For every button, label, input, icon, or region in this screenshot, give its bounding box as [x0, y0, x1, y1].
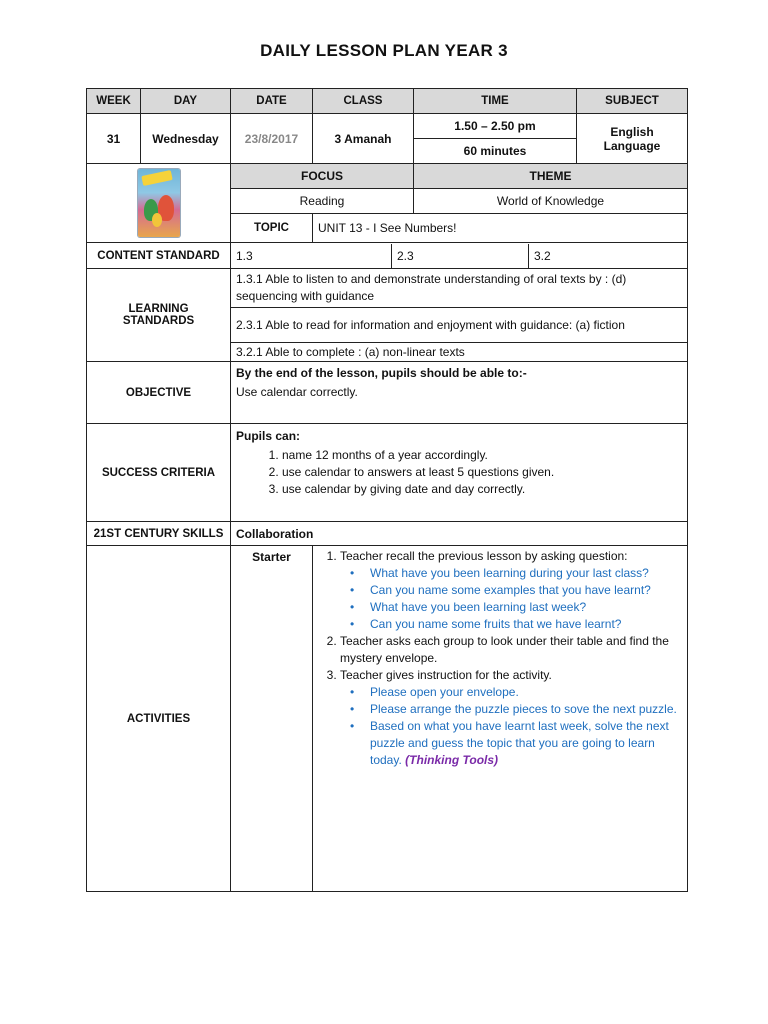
- content-standard-label: CONTENT STANDARD: [87, 243, 231, 269]
- success-intro: Pupils can:: [236, 429, 301, 443]
- time-value: 1.50 – 2.50 pm: [414, 114, 577, 139]
- duration-value: 60 minutes: [414, 139, 577, 164]
- date-value: 23/8/2017: [231, 114, 313, 164]
- activity-step: 1. Teacher recall the previous lesson by asking question: • What have you been learning during your last class? • Can you name some examples that you have learnt? • What have you been learning last week? • Can you name some fruits that we have learnt?: [340, 548, 682, 633]
- objective-text: Use calendar correctly.: [236, 385, 358, 399]
- objective-label: OBJECTIVE: [87, 362, 231, 424]
- success-item: 1. name 12 months of a year accordingly.: [282, 447, 682, 464]
- activity-step: 2. Teacher asks each group to look under their table and find the mystery envelope.: [340, 633, 682, 667]
- focus-value: Reading: [231, 189, 414, 214]
- book-cover-cell: [87, 164, 231, 243]
- learning-standard-1: 1.3.1 Able to listen to and demonstrate understanding of oral texts by : (d) sequencing with guidance: [231, 269, 688, 308]
- skills-label: 21ST CENTURY SKILLS: [87, 522, 231, 546]
- day-value: Wednesday: [141, 114, 231, 164]
- week-value: 31: [87, 114, 141, 164]
- activity-sub-item: • Please arrange the puzzle pieces to sove the next puzzle.: [370, 701, 682, 718]
- class-header: CLASS: [313, 89, 414, 114]
- date-header: DATE: [231, 89, 313, 114]
- info-row: [87, 114, 688, 139]
- subject-value: English Language: [577, 114, 688, 164]
- activity-step: 3. Teacher gives instruction for the activity. • Please open your envelope. • Please arrange the puzzle pieces to sove the next puzzle. • Based on what you have learnt last week, solve the next puzzle and guess the topic that you are going to learn today. (Thinking Tools): [340, 667, 682, 769]
- activity-sub-item: • What have you been learning during your last class?: [370, 565, 682, 582]
- activity-sub-list: [340, 565, 682, 633]
- header-row: [87, 89, 688, 114]
- day-header: DAY: [141, 89, 231, 114]
- activity-sub-item: • Please open your envelope.: [370, 684, 682, 701]
- week-header: WEEK: [87, 89, 141, 114]
- theme-header: THEME: [414, 164, 688, 189]
- class-value: 3 Amanah: [313, 114, 414, 164]
- activity-sub-item: • Can you name some examples that you have learnt?: [370, 582, 682, 599]
- success-item: 3. use calendar by giving date and day correctly.: [282, 481, 682, 498]
- activity-steps: [318, 548, 682, 769]
- activity-sub-item: • Can you name some fruits that we have learnt?: [370, 616, 682, 633]
- stage-label: Starter: [231, 546, 313, 892]
- content-standard-3: 3.2: [534, 248, 551, 263]
- topic-label: TOPIC: [231, 214, 313, 243]
- skills-value: Collaboration: [231, 522, 688, 546]
- success-criteria-label: SUCCESS CRITERIA: [87, 424, 231, 522]
- lesson-plan-table: [86, 88, 688, 892]
- activity-sub-item: • What have you been learning last week?: [370, 599, 682, 616]
- success-item: 2. use calendar to answers at least 5 questions given.: [282, 464, 682, 481]
- topic-value: UNIT 13 - I See Numbers!: [313, 214, 688, 243]
- activity-sub-list: [340, 684, 682, 769]
- content-standard-2: 2.3: [392, 244, 529, 268]
- activities-label: ACTIVITIES: [87, 546, 231, 892]
- subject-header: SUBJECT: [577, 89, 688, 114]
- learning-standard-2: 2.3.1 Able to read for information and enjoyment with guidance: (a) fiction: [231, 308, 688, 343]
- page-title: DAILY LESSON PLAN YEAR 3: [260, 41, 508, 60]
- time-header: TIME: [414, 89, 577, 114]
- objective-intro: By the end of the lesson, pupils should be able to:-: [236, 366, 527, 380]
- learning-standards-label: LEARNING STANDARDS: [87, 269, 231, 362]
- thinking-tools-tag: (Thinking Tools): [405, 753, 499, 767]
- success-criteria-list: [236, 447, 682, 498]
- activity-sub-item: • Based on what you have learnt last week, solve the next puzzle and guess the topic that you are going to learn today. (Thinking Tools): [370, 718, 682, 769]
- content-standards: [231, 244, 687, 268]
- learning-standard-3: 3.2.1 Able to complete : (a) non-linear texts: [231, 343, 688, 362]
- book-cover-image: [138, 169, 180, 237]
- focus-header: FOCUS: [231, 164, 414, 189]
- theme-value: World of Knowledge: [414, 189, 688, 214]
- content-standard-1: 1.3: [231, 244, 392, 268]
